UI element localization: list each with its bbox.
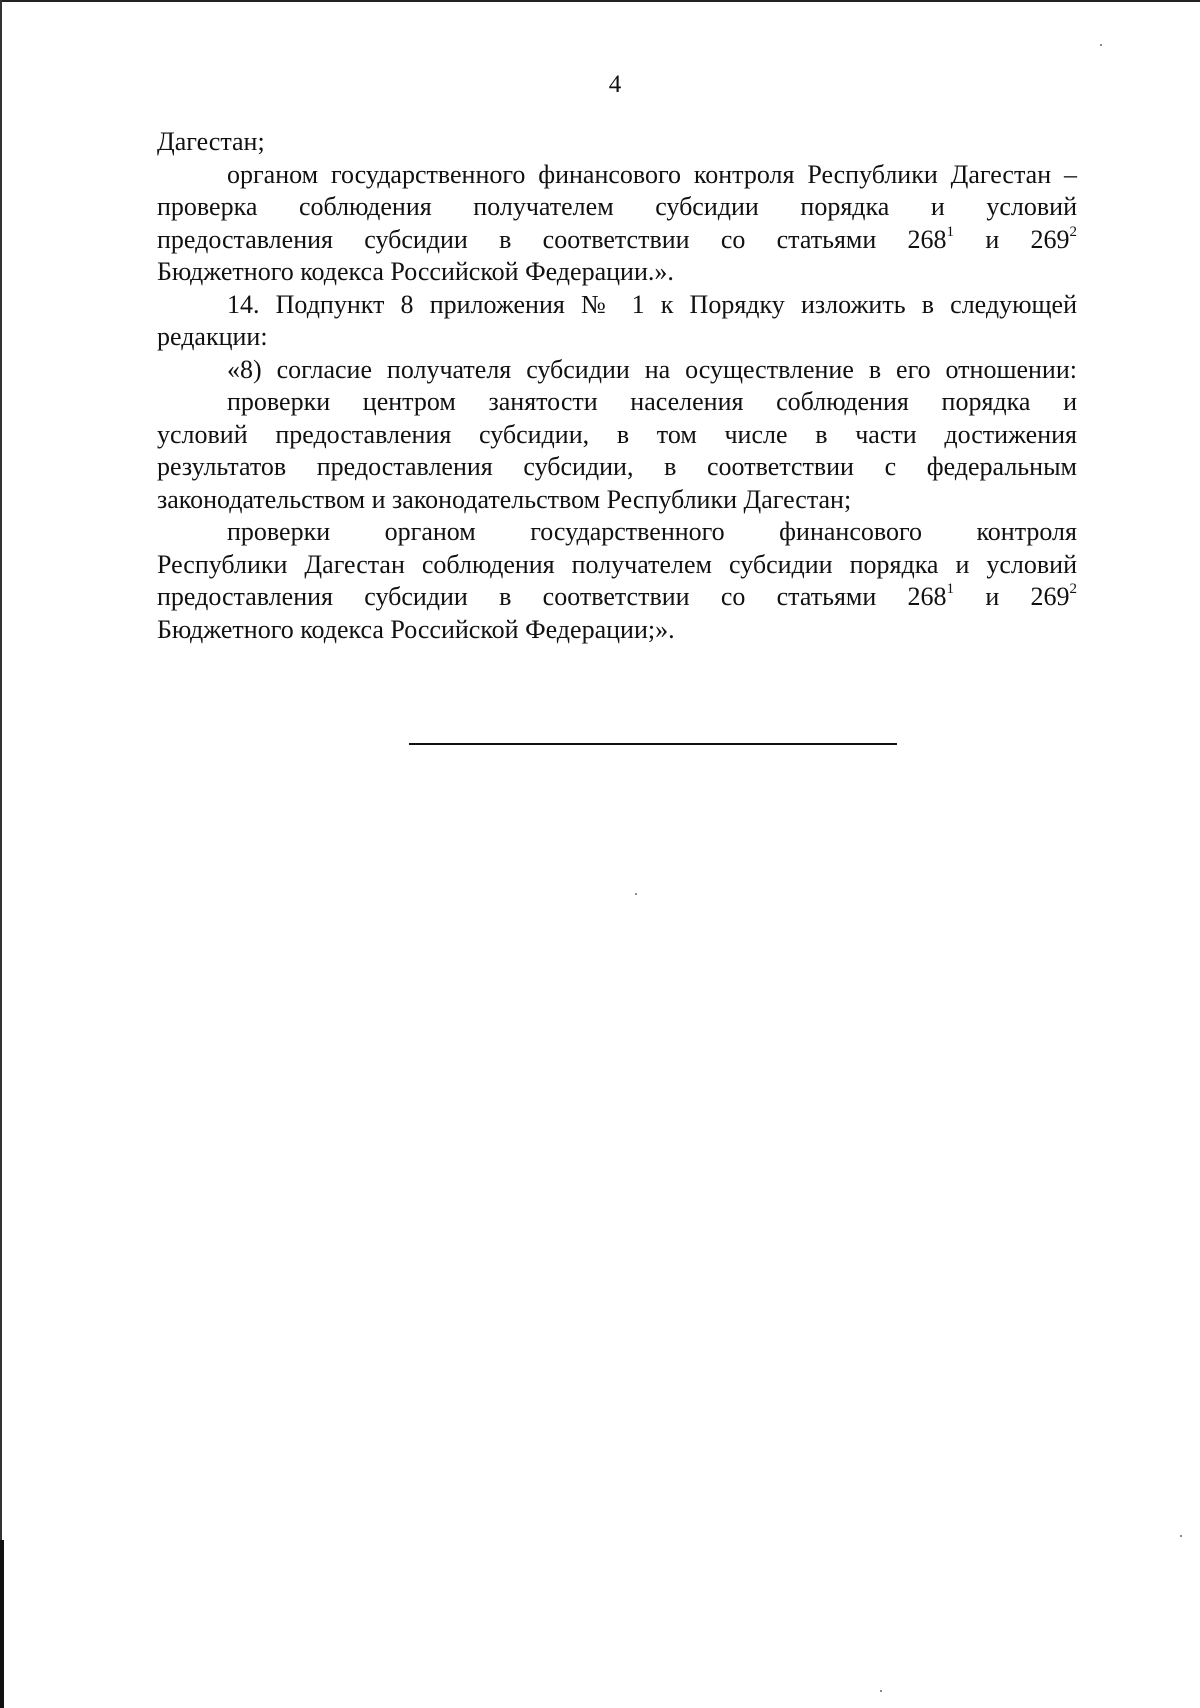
scan-edge-left-dark <box>0 1540 4 1708</box>
text-line: проверки органом государственного финансового контроля <box>227 517 1077 546</box>
text-line: органом государственного финансового контроля Республики Дагестан – <box>227 159 1077 189</box>
scan-speck <box>635 893 637 895</box>
superscript: 2 <box>1069 581 1077 598</box>
end-divider <box>409 743 897 745</box>
text-line: проверки центром занятости населения соблюдения порядка и <box>227 387 1077 416</box>
text-fragment: и 269 <box>954 224 1070 254</box>
text-line: 14. Подпункт 8 приложения № 1 к Порядку изложить в следующей <box>227 289 1077 319</box>
text-fragment: и 269 <box>954 582 1070 611</box>
scan-speck <box>1180 1535 1182 1537</box>
text-line: законодательством и законодательством Республики Дагестан; <box>157 484 852 514</box>
scan-edge-left <box>0 0 2 1708</box>
text-line: «8) согласие получателя субсидии на осуществление в его отношении: <box>227 354 1077 384</box>
paragraph <box>157 386 1077 516</box>
scan-speck <box>880 1690 882 1692</box>
paragraph <box>157 289 1077 354</box>
superscript: 1 <box>946 223 955 240</box>
text-line <box>157 581 1077 614</box>
paragraph <box>157 159 1077 289</box>
scan-speck <box>1100 44 1102 46</box>
page-number: 4 <box>608 71 622 98</box>
text-line: Бюджетного кодекса Российской Федерации.». <box>157 257 674 286</box>
text-fragment: предоставления субсидии в соответствии со статьями 268 <box>157 224 947 254</box>
text-line: Бюджетного кодекса Российской Федерации;». <box>157 614 675 644</box>
document-body <box>157 126 1077 646</box>
text-fragment: предоставления субсидии в соответствии со статьями 268 <box>157 582 947 611</box>
text-line: Республики Дагестан соблюдения получателем субсидии порядка и условий <box>157 549 1077 579</box>
text-line: проверка соблюдения получателем субсидии порядка и условий <box>157 192 1077 221</box>
scan-edge-top <box>0 0 1200 2</box>
superscript: 1 <box>946 581 955 598</box>
text-line: Дагестан; <box>157 127 265 156</box>
text-line <box>157 224 1077 257</box>
paragraph <box>157 126 1077 159</box>
text-line: условий предоставления субсидии, в том числе в части достижения <box>157 419 1077 449</box>
paragraph <box>157 354 1077 387</box>
text-line: результатов предоставления субсидии, в соответствии с федеральным <box>157 452 1077 481</box>
superscript: 2 <box>1069 223 1077 240</box>
paragraph <box>157 516 1077 646</box>
text-line: редакции: <box>157 322 268 351</box>
